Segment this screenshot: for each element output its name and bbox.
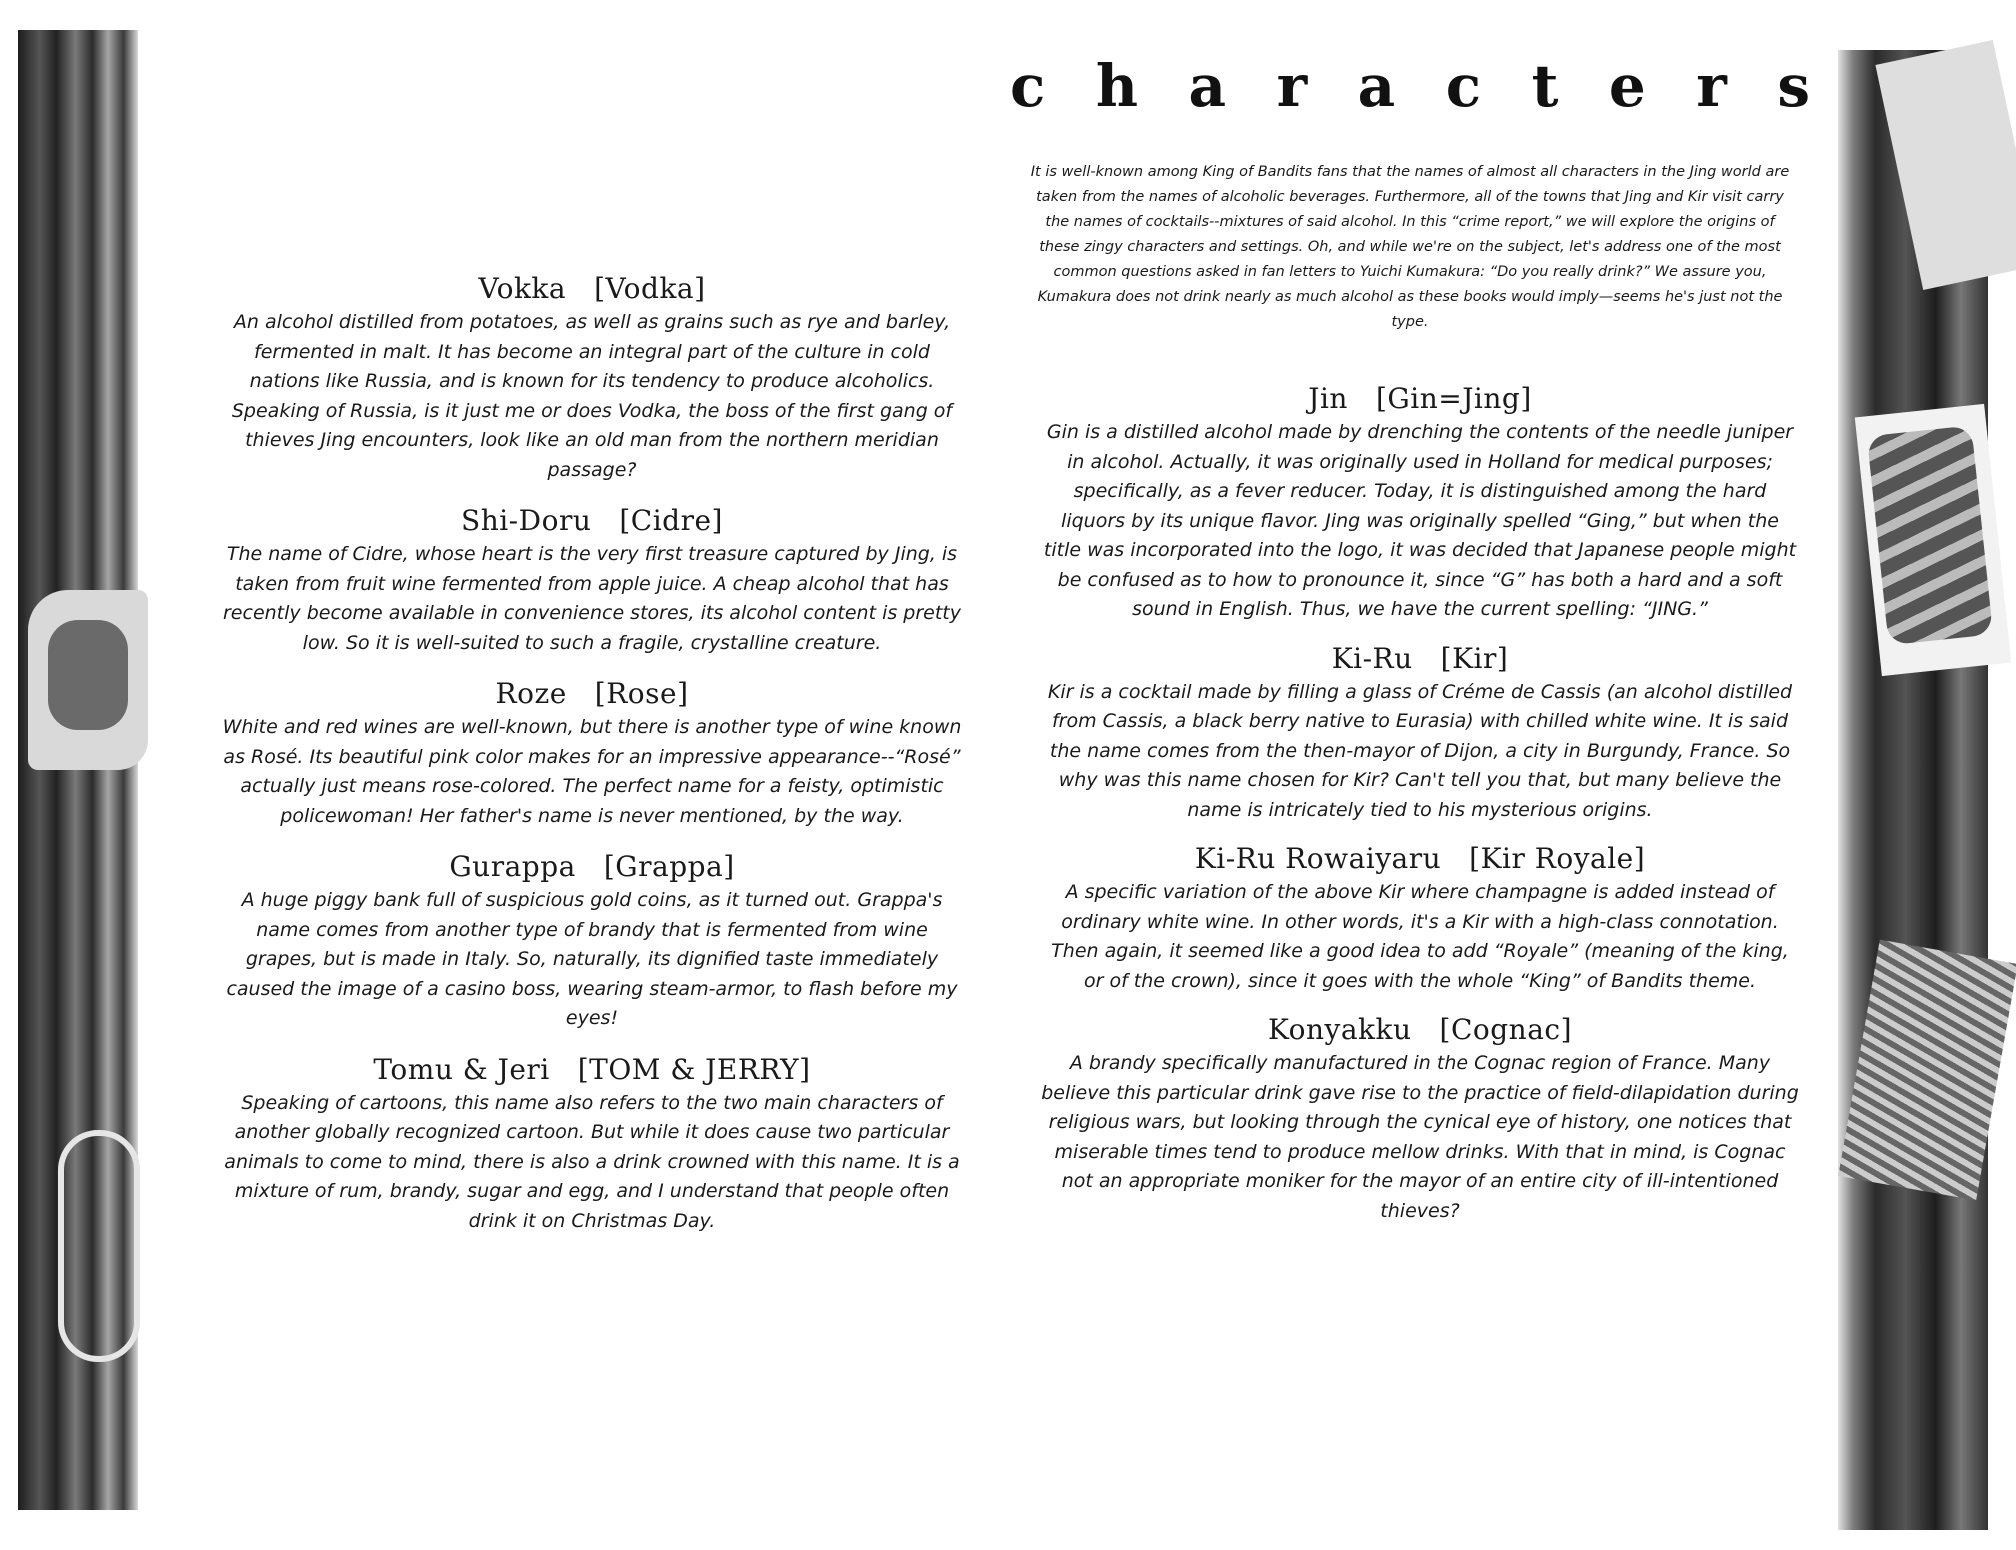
entry-title (222, 675, 962, 713)
entry-romaji: Konyakku (1267, 1013, 1412, 1046)
heading-letter: c (1445, 52, 1482, 120)
entry-name: [Grappa] (603, 850, 735, 883)
entry-name: [Vodka] (594, 272, 706, 305)
entry-name: [Kir Royale] (1469, 842, 1646, 875)
entry-title (1040, 380, 1800, 418)
entry-name: [Cognac] (1439, 1013, 1572, 1046)
entry-romaji: Ki-Ru Rowaiyaru (1194, 842, 1442, 875)
heading-letter: a (1188, 52, 1227, 120)
entry-text: An alcohol distilled from potatoes, as well as grains such as rye and barley, fermented in malt. It has become an integral part of the culture in cold nations like Russia, and is known for its tendency to produce alcoholics. Speaking of Russia, is it just me or does Vodka, the boss of the first gang of thieves Jing encounters, look like an old man from the northern meridian passage? (231, 311, 953, 481)
right-column (1040, 380, 1800, 1241)
heading-letter: t (1531, 52, 1559, 120)
entry-romaji: Roze (495, 677, 567, 710)
heading-letter: a (1357, 52, 1396, 120)
entry-title (222, 270, 962, 308)
heading-letter: r (1696, 52, 1727, 120)
entry-name: [Rose] (594, 677, 689, 710)
entry-title (222, 1051, 962, 1089)
entry-name: [TOM & JERRY] (577, 1052, 811, 1086)
entry-name: [Cidre] (619, 504, 723, 537)
heading-letter: r (1276, 52, 1308, 120)
entry-cidre (222, 502, 962, 658)
entry-romaji: Ki-Ru (1331, 641, 1413, 675)
heading-letter: c (1010, 52, 1046, 120)
entry-romaji: Jin (1308, 382, 1348, 415)
entry-text: White and red wines are well-known, but there is another type of wine known as Rosé. Its beautiful pink color makes for an impressive appearance--“Rosé” actually just means rose-colored. The perfect name for a feisty, optimistic policewoman! Her father's name is never mentioned, by the way. (222, 716, 962, 827)
entry-romaji: Shi-Doru (461, 504, 592, 537)
entry-text: Kir is a cocktail made by filling a glass of Créme de Cassis (an alcohol distilled from Cassis, a black berry native to Eurasia) with chilled white wine. It is said the name comes from the then-mayor of Dijon, a city in Burgundy, France. So why was this name chosen for Kir? Can't tell you that, but many believe the name is intricately tied to his mysterious origins. (1047, 680, 1793, 821)
intro-paragraph: It is well-known among King of Bandits fans that the names of almost all characters in the Jing world are taken from the names of alcoholic beverages. Furthermore, all of the towns that Jing and Kir visit carry the names of cocktails--mixtures of said alcohol. In this “crime report,” we will explore the origins of these zingy characters and settings. Oh, and while we're on the subject, let's address one of the most common questions asked in fan letters to Yuichi Kumakura: “Do you really drink?” We assure you, Kumakura does not drink nearly as much alcohol as these books would imply—seems he's just not the type. (1030, 164, 1790, 330)
entry-title (222, 848, 962, 886)
entry-cognac (1040, 1011, 1800, 1226)
entry-text: The name of Cidre, whose heart is the very first treasure captured by Jing, is taken from fruit wine fermented from apple juice. A cheap alcohol that has recently become available in convenience stores, its alcohol content is pretty low. So it is well-suited to such a fragile, crystalline creature. (223, 543, 961, 654)
entry-text: Gin is a distilled alcohol made by drenching the contents of the needle juniper in alcohol. Actually, it was originally used in Holland for medical purposes; specifically, as a fever reducer. Today, it is distinguished among the hard liquors by its unique flavor. Jing was originally spelled “Ging,” but when the title was incorporated into the logo, it was decided that Japanese people might be confused as to how to pronounce it, since “G” has both a hard and a soft sound in English. Thus, we have the current spelling: “JING.” (1043, 421, 1797, 620)
page-heading-characters (1010, 52, 1810, 120)
entry-title (222, 502, 962, 540)
entry-text: A brandy specifically manufactured in the Cognac region of France. Many believe this particular drink gave rise to the practice of field-dilapidation during religious wars, but looking through the cynical eye of history, one notices that miserable times tend to produce mellow drinks. With that in mind, is Cognac not an appropriate moniker for the mayor of an entire city of ill-intentioned thieves? (1041, 1052, 1799, 1222)
left-photo-strip (18, 30, 138, 1510)
entry-kir-royale (1040, 840, 1800, 996)
entry-title (1040, 1011, 1800, 1049)
entry-romaji: Gurappa (449, 850, 576, 883)
entry-title (1040, 840, 1800, 878)
left-strip-sign-shape (28, 590, 148, 770)
entry-text: A huge piggy bank full of suspicious gold coins, as it turned out. Grappa's name comes from another type of brandy that is fermented from wine grapes, but is made in Italy. So, naturally, its dignified taste immediately caused the image of a casino boss, wearing steam-armor, to flash before my eyes! (226, 889, 958, 1029)
entry-gin-jing (1040, 380, 1800, 625)
entry-text: Speaking of cartoons, this name also refers to the two main characters of another globally recognized cartoon. But while it does cause two particular animals to come to mind, there is also a drink crowned with this name. It is a mixture of rum, brandy, sugar and egg, and I understand that people often drink it on Christmas Day. (224, 1091, 960, 1232)
entry-title (1040, 640, 1800, 678)
entry-kir (1040, 640, 1800, 826)
left-strip-loop-shape (58, 1130, 140, 1362)
right-photo-strip (1838, 50, 1988, 1530)
heading-letter: h (1095, 52, 1138, 120)
left-column (222, 270, 962, 1253)
right-strip-book-shape (1838, 940, 2016, 1201)
entry-grappa (222, 848, 962, 1034)
right-strip-bar-sign (1855, 404, 2011, 676)
heading-letter: s (1777, 52, 1810, 120)
entry-tom-and-jerry (222, 1051, 962, 1237)
entry-text: A specific variation of the above Kir where champagne is added instead of ordinary white wine. In other words, it's a Kir with a high-class connotation. Then again, it seemed like a good idea to add “Royale” (meaning of the king, or of the crown), since it goes with the whole “King” of Bandits theme. (1051, 881, 1789, 992)
right-strip-exit-sign (1875, 40, 2016, 290)
entry-rose (222, 675, 962, 831)
entry-name: [Kir] (1440, 641, 1509, 675)
entry-vodka (222, 270, 962, 485)
entry-name: [Gin=Jing] (1375, 382, 1532, 415)
entry-romaji: Tomu & Jeri (373, 1052, 550, 1086)
entry-romaji: Vokka (478, 272, 567, 305)
heading-letter: e (1608, 52, 1646, 120)
